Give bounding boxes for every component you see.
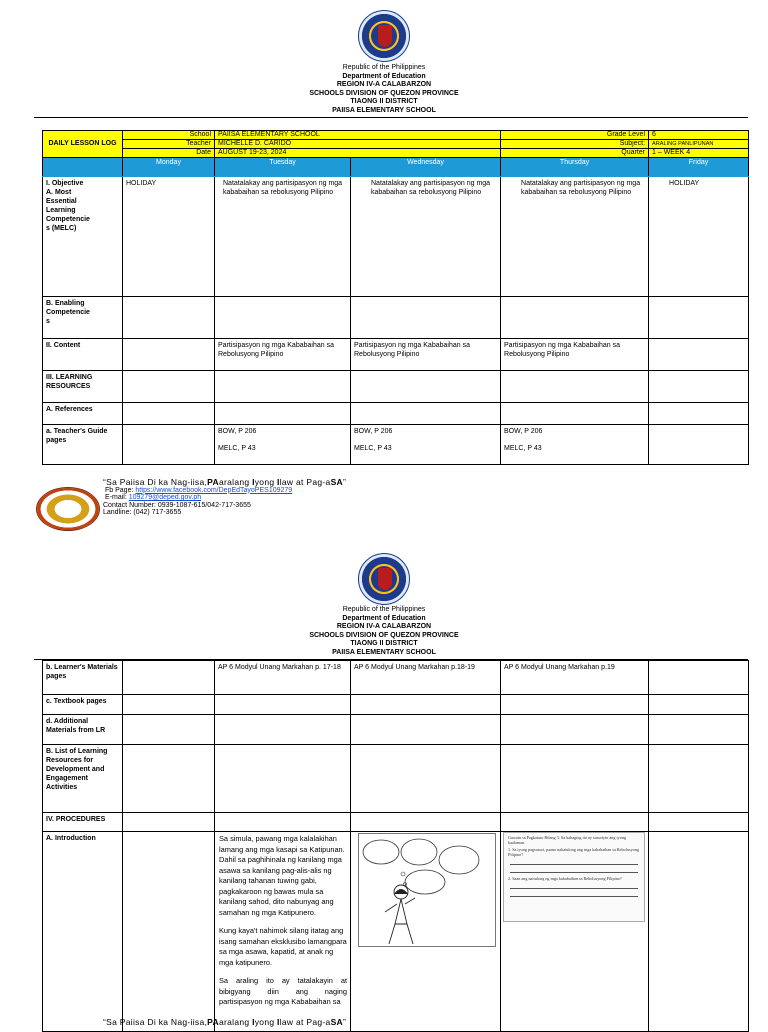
intro-paragraph-3: Sa araling ito ay tatalakayin at bibigyang diin ang naging partisipasyon ng mga Kababaihan sa xyxy=(219,976,347,1006)
school-label: School xyxy=(123,131,215,140)
textbook-label: c. Textbook pages xyxy=(43,695,123,715)
intro-paragraph-1: Sa simula, pawang mga kalalakihan lamang ang mga kasapi sa Katipunan. Dahil sa paghihinala ng kanilang mga asawa sa kanilang pag-alis-alis ng kanilang tahanan tuwing gabi, pagkakaroon ng bawas mula sa kanilang sahod, dito nabunyag ang samahan ng mga Katipunero. xyxy=(219,834,345,917)
introduction-label: A. Introduction xyxy=(43,832,123,1032)
quarter-value: 1 – WEEK 4 xyxy=(649,149,749,158)
worksheet-image xyxy=(503,832,645,922)
content-label: II. Content xyxy=(43,339,123,371)
daily-lesson-log-title: DAILY LESSON LOG xyxy=(43,131,123,158)
grade-label: Grade Level xyxy=(501,131,649,140)
wednesday-bow: BOW, P 206 xyxy=(354,428,393,435)
school-logo xyxy=(36,487,100,531)
header2-line-2: Department of Education xyxy=(342,614,426,622)
thursday-lm: AP 6 Modyul Unang Markahan p.19 xyxy=(501,661,649,695)
friday-holiday: HOLIDAY xyxy=(649,177,749,297)
date-label: Date xyxy=(123,149,215,158)
thursday-bow: BOW, P 206 xyxy=(504,428,543,435)
footer-tagline-2: “Sa Paiisa Di ka Nag-iisa,PAaralang Iyong Ilaw at Pag-aSA” xyxy=(103,1017,347,1027)
header2-line-3: REGION IV-A CALABARZON xyxy=(336,623,432,631)
header2-line-4: SCHOOLS DIVISION OF QUEZON PROVINCE xyxy=(309,631,459,639)
footer xyxy=(103,479,346,517)
day-thursday: Thursday xyxy=(501,158,649,177)
page-header xyxy=(0,64,768,116)
learning-resources-label: III. LEARNING RESOURCES xyxy=(43,371,123,403)
subject-label: Subject: xyxy=(501,140,649,149)
teacher-value: MICHELLE D. CARIDO xyxy=(215,140,501,149)
tuesday-bow: BOW, P 206 xyxy=(218,428,257,435)
footer-contact: Contact Number: 0939-1087-615/042-717-3655 xyxy=(103,501,251,509)
header-line-6: PAIISA ELEMENTARY SCHOOL xyxy=(332,106,436,114)
thursday-objective: Natatalakay ang partisipasyon ng mga kababaihan sa rebolusyong Pilipino xyxy=(501,177,649,297)
quarter-label: Quarter xyxy=(501,149,649,158)
wednesday-tg xyxy=(351,425,501,465)
day-wednesday: Wednesday xyxy=(351,158,501,177)
teacher-label: Teacher xyxy=(123,140,215,149)
thursday-content: Partisipasyon ng mga Kababaihan sa Rebolusyong Pilipino xyxy=(501,339,649,371)
footer-email: E-mail: 109279@deped.gov.ph xyxy=(105,494,202,502)
footer-fb: Fb Page: https://www.facebook.com/DepEdTayoPES109279 xyxy=(105,486,293,494)
worksheet-question-1: 1. Sa iyong pagsusuri, paano nakatulong ang mga kababaihan sa Rebolusyong Pilipino? xyxy=(508,847,639,857)
additional-materials-label: d. Additional Materials from LR xyxy=(43,715,123,745)
date-value: AUGUST 19-23, 2024 xyxy=(215,149,501,158)
page-header-2 xyxy=(0,606,768,658)
monday-holiday: HOLIDAY xyxy=(123,177,215,297)
intro-paragraph-2: Kung kaya't nahimok silang itatag ang isang samahan eksklusibo lamangpara sa mga asawa, kapatid, at anak ng mga katipunero. xyxy=(219,926,347,967)
fb-link[interactable]: https://www.facebook.com/DepEdTayoPES109279 xyxy=(135,486,293,494)
tuesday-content: Partisipasyon ng mga Kababaihan sa Rebolusyong Pilipino xyxy=(215,339,351,371)
header-line-5: TIAONG II DISTRICT xyxy=(350,98,418,106)
worksheet-title: Gawain sa Pagkatuto Bilang 3: Sa bahaging ito ay susuriyin ang iyong kaalaman. xyxy=(508,835,627,845)
footer-tagline: “Sa Paiisa Di ka Nag-iisa,PAaralang Iyong Ilaw at Pag-aSA” xyxy=(103,477,347,487)
days-row-spacer xyxy=(43,158,123,177)
procedures-label: IV. PROCEDURES xyxy=(43,813,123,832)
school-value: PAIISA ELEMENTARY SCHOOL xyxy=(215,131,501,140)
deped-seal-2 xyxy=(358,553,410,605)
wednesday-melc: MELC, P 43 xyxy=(354,445,392,452)
thursday-melc: MELC, P 43 xyxy=(504,445,542,452)
tuesday-melc: MELC, P 43 xyxy=(218,445,256,452)
tuesday-tg xyxy=(215,425,351,465)
header2-line-6: PAIISA ELEMENTARY SCHOOL xyxy=(332,648,436,656)
header2-line-1: Republic of the Philippines xyxy=(342,606,426,613)
enabling-label: B. Enabling Competencie s xyxy=(43,297,123,339)
teachers-guide-label: a. Teacher's Guide pages xyxy=(43,425,123,465)
wednesday-objective: Natatalakay ang partisipasyon ng mga kababaihan sa rebolusyong Pilipino xyxy=(351,177,501,297)
header-rule xyxy=(34,117,748,118)
header-line-4: SCHOOLS DIVISION OF QUEZON PROVINCE xyxy=(309,89,459,97)
deped-seal xyxy=(358,10,410,62)
day-monday: Monday xyxy=(123,158,215,177)
learners-materials-label: b. Learner's Materials pages xyxy=(43,661,123,695)
wednesday-lm: AP 6 Modyul Unang Markahan p.18-19 xyxy=(351,661,501,695)
day-tuesday: Tuesday xyxy=(215,158,351,177)
grade-value: 6 xyxy=(649,131,749,140)
references-label: A. References xyxy=(43,403,123,425)
lesson-log-table xyxy=(42,130,749,465)
tuesday-lm: AP 6 Modyul Unang Markahan p. 17-18 xyxy=(215,661,351,695)
header-line-1: Republic of the Philippines xyxy=(342,64,426,71)
header-line-2: Department of Education xyxy=(342,72,426,80)
list-of-resources-label: B. List of Learning Resources for Development and Engagement Activities xyxy=(43,745,123,813)
day-friday: Friday xyxy=(649,158,749,177)
header2-line-5: TIAONG II DISTRICT xyxy=(350,640,418,648)
subject-value: ARALING PANLIPUNAN xyxy=(649,140,749,149)
woman-thinking-icon xyxy=(359,834,495,946)
email-link[interactable]: 109279@deped.gov.ph xyxy=(128,494,202,502)
worksheet-question-2: 2. Saan ang naitulong ng mga kababaihan sa Rebolusyong Pilipino? xyxy=(508,876,622,881)
tuesday-introduction xyxy=(215,832,351,1032)
footer-landline: Landline: (042) 717-3655 xyxy=(103,509,182,517)
tuesday-objective: Natatalakay ang partisipasyon ng mga kababaihan sa rebolusyong Pilipino xyxy=(215,177,351,297)
katipunera-illustration xyxy=(358,833,496,947)
wednesday-content: Partisipasyon ng mga Kababaihan sa Rebolusyong Pilipino xyxy=(351,339,501,371)
header-line-3: REGION IV-A CALABARZON xyxy=(336,81,432,89)
objective-label: I. Objective A. Most Essential Learning Competencie s (MELC) xyxy=(43,177,123,297)
thursday-tg xyxy=(501,425,649,465)
